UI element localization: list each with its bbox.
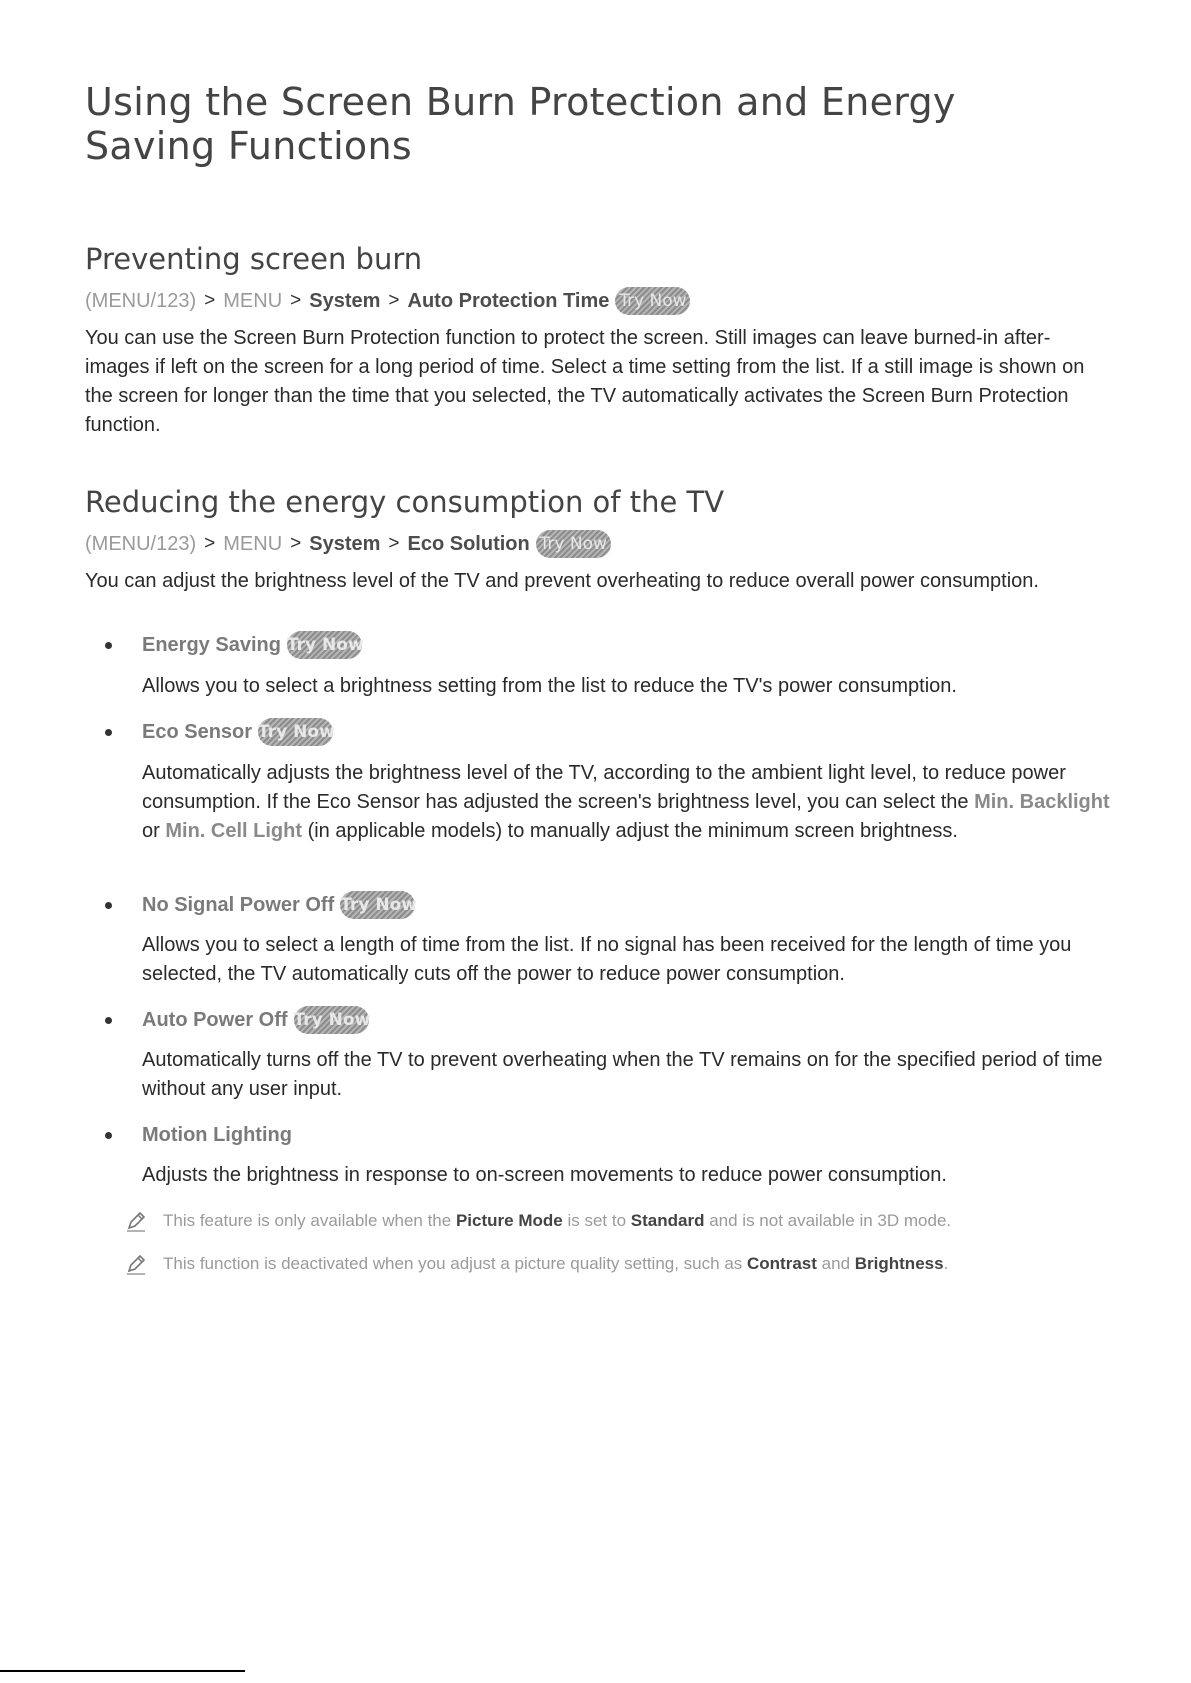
bullet-icon	[105, 902, 112, 909]
chevron-right-icon: >	[388, 290, 400, 311]
page-title: Using the Screen Burn Protection and Energy Saving Functions	[85, 80, 956, 168]
section-body-screen-burn: You can use the Screen Burn Protection function to protect the screen. Still images can leave burned-in after-images if left on the screen for a long period of time. Select a time setting from the list. If a still image is shown on the screen for longer than the time that you selected, the TV automatically activates the Screen Burn Protection function.	[85, 327, 1085, 436]
chevron-right-icon: >	[290, 290, 302, 311]
chevron-right-icon: >	[204, 533, 216, 554]
note-picture-mode-term: Picture Mode	[455, 1211, 563, 1230]
note-text: This feature is only available when the	[163, 1211, 452, 1230]
try-now-button[interactable]: Try Now	[615, 287, 690, 315]
try-now-button[interactable]: Try Now	[294, 1006, 369, 1034]
option-label: No Signal Power Off	[142, 894, 335, 916]
try-now-button[interactable]: Try Now	[536, 530, 611, 558]
option-label: Auto Power Off	[142, 1009, 288, 1031]
try-now-button[interactable]: Try Now	[340, 891, 415, 919]
note-brightness-term: Brightness	[854, 1254, 944, 1273]
note-text: and is not available in 3D mode.	[709, 1211, 952, 1230]
option-energy-saving	[142, 631, 362, 659]
min-cell-light-setting: Min. Cell Light	[165, 820, 303, 842]
option-auto-power-off	[142, 1006, 369, 1034]
desc-text: Automatically adjusts the brightness level of the TV, according to the ambient light level, to reduce power consumption. If the Eco Sensor has adjusted the screen's brightness level, you can select the	[142, 762, 1066, 813]
try-now-button[interactable]: Try Now	[258, 718, 333, 746]
section-heading-screen-burn: Preventing screen burn	[85, 242, 423, 276]
menu-path-auto-protection-time: Auto Protection Time	[407, 290, 610, 312]
menu-path-root: (MENU/123)	[85, 533, 197, 555]
option-no-signal-power-off	[142, 891, 415, 919]
menu-path-system: System	[309, 533, 381, 555]
chevron-right-icon: >	[204, 290, 216, 311]
menu-path-root: (MENU/123)	[85, 290, 197, 312]
option-desc-eco-sensor	[142, 759, 1112, 846]
menu-path-screen-burn	[85, 287, 690, 315]
option-desc-no-signal-power-off: Allows you to select a length of time from the list. If no signal has been received for the length of time you selected, the TV automatically cuts off the power to reduce power consumption.	[142, 934, 1072, 985]
menu-path-system: System	[309, 290, 381, 312]
min-backlight-setting: Min. Backlight	[974, 791, 1110, 813]
option-eco-sensor	[142, 718, 333, 746]
option-label: Motion Lighting	[142, 1124, 292, 1146]
section-heading-energy: Reducing the energy consumption of the TV	[85, 485, 725, 519]
try-now-button[interactable]: Try Now	[287, 631, 362, 659]
option-desc-auto-power-off: Automatically turns off the TV to prevent overheating when the TV remains on for the specified period of time without any user input.	[142, 1049, 1103, 1100]
menu-path-energy	[85, 530, 611, 558]
note-contrast-brightness	[125, 1252, 948, 1276]
note-contrast-term: Contrast	[747, 1254, 817, 1273]
bullet-icon	[105, 1132, 112, 1139]
menu-path-eco-solution: Eco Solution	[407, 533, 530, 555]
desc-text: or	[142, 820, 160, 842]
note-text: This function is deactivated when you adjust a picture quality setting, such as	[163, 1254, 743, 1273]
chevron-right-icon: >	[388, 533, 400, 554]
bullet-icon	[105, 1017, 112, 1024]
note-standard-term: Standard	[630, 1211, 705, 1230]
pencil-icon	[125, 1253, 147, 1275]
desc-text: (in applicable models) to manually adjust the minimum screen brightness.	[307, 820, 958, 842]
footer-rule	[0, 1670, 245, 1672]
option-desc-energy-saving: Allows you to select a brightness setting from the list to reduce the TV's power consumption.	[142, 675, 957, 697]
section-body-energy: You can adjust the brightness level of the TV and prevent overheating to reduce overall power consumption.	[85, 570, 1039, 592]
chevron-right-icon: >	[290, 533, 302, 554]
note-text: .	[943, 1254, 949, 1273]
option-motion-lighting	[142, 1121, 292, 1149]
option-label: Energy Saving	[142, 634, 281, 656]
option-desc-motion-lighting: Adjusts the brightness in response to on-screen movements to reduce power consumption.	[142, 1164, 947, 1186]
bullet-icon	[105, 729, 112, 736]
menu-path-menu: MENU	[223, 533, 283, 555]
note-picture-mode	[125, 1209, 951, 1233]
note-text: and	[821, 1254, 851, 1273]
bullet-icon	[105, 642, 112, 649]
note-text: is set to	[567, 1211, 627, 1230]
pencil-icon	[125, 1210, 147, 1232]
option-label: Eco Sensor	[142, 721, 253, 743]
menu-path-menu: MENU	[223, 290, 283, 312]
